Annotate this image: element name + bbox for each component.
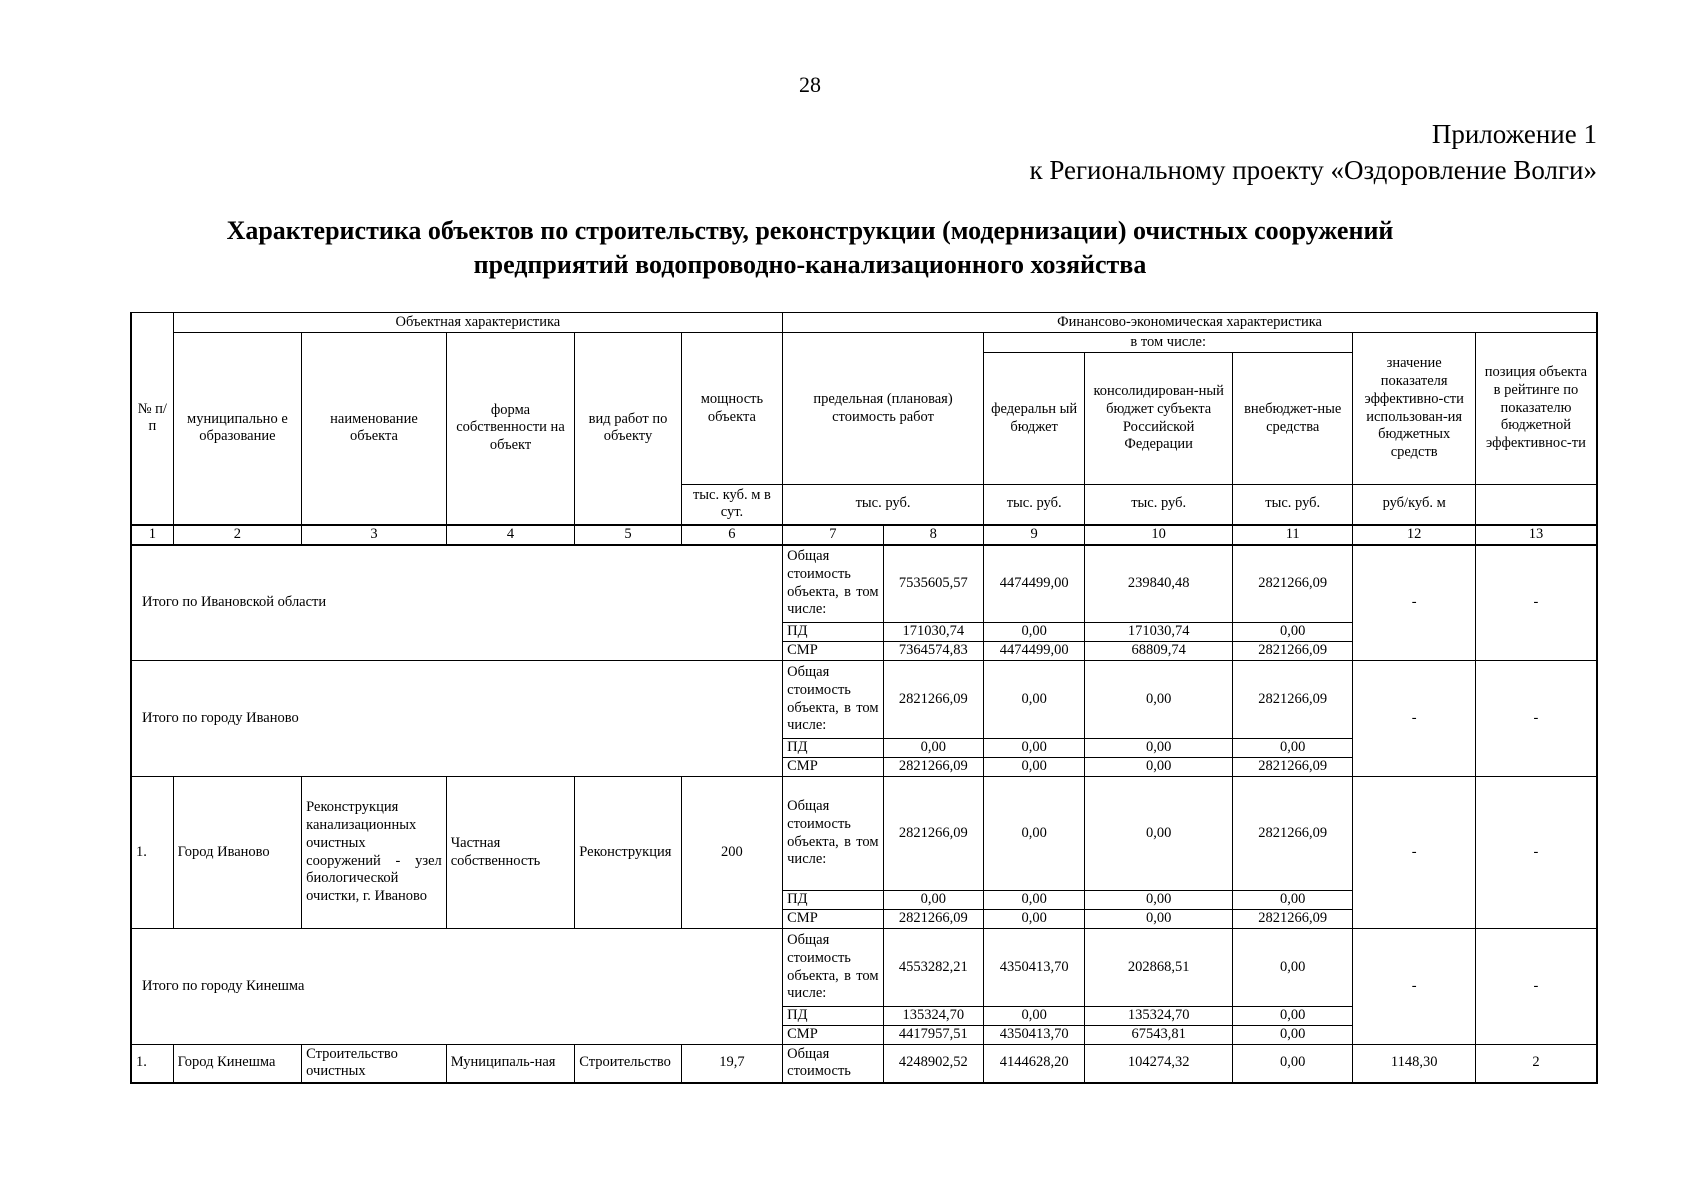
col-number: 8 (883, 525, 983, 545)
object-ownership: Частная собственность (446, 777, 575, 929)
max-cost-value: 2821266,09 (883, 910, 983, 929)
max-cost-value: 7535605,57 (883, 545, 983, 623)
col-number: 5 (575, 525, 681, 545)
object-num: 1. (131, 777, 173, 929)
col-number: 7 (783, 525, 883, 545)
consolidated-value: 0,00 (1085, 758, 1233, 777)
object-capacity: 19,7 (681, 1045, 782, 1083)
extrabudget-value: 2821266,09 (1232, 545, 1352, 623)
federal-value: 0,00 (983, 623, 1084, 642)
unit-consolidated: тыс. руб. (1085, 485, 1233, 525)
total-ivanovo-region-label: Итого по Ивановской области (131, 545, 783, 661)
header-capacity: мощность объекта (681, 333, 782, 485)
col-number: 13 (1475, 525, 1597, 545)
efficiency-value: - (1353, 929, 1475, 1045)
cost-type-pd: ПД (783, 891, 883, 910)
extrabudget-value: 0,00 (1232, 1026, 1352, 1045)
cost-type-total: Общая стоимость объекта, в том числе: (783, 929, 883, 1007)
cost-type-pd: ПД (783, 1007, 883, 1026)
federal-value: 0,00 (983, 661, 1084, 739)
header-num: № п/п (131, 313, 173, 525)
extrabudget-value: 0,00 (1232, 739, 1352, 758)
header-municipality: муниципально е образование (173, 333, 302, 525)
consolidated-value: 67543,81 (1085, 1026, 1233, 1045)
header-extrabudget: внебюджет-ные средства (1232, 353, 1352, 485)
appendix-line-2: к Региональному проекту «Оздоровление Волги» (1029, 155, 1597, 185)
col-number: 4 (446, 525, 575, 545)
max-cost-value: 4248902,52 (883, 1045, 983, 1083)
unit-capacity: тыс. куб. м в сут. (681, 485, 782, 525)
header-efficiency: значение показателя эффективно-сти использован-ия бюджетных средств (1353, 333, 1475, 485)
efficiency-value: - (1353, 545, 1475, 661)
consolidated-value: 104274,32 (1085, 1045, 1233, 1083)
appendix-line-1: Приложение 1 (1431, 119, 1597, 149)
federal-value: 0,00 (983, 777, 1084, 891)
max-cost-value: 0,00 (883, 891, 983, 910)
object-name: Строительство очистных (302, 1045, 447, 1083)
federal-value: 4350413,70 (983, 1026, 1084, 1045)
unit-federal: тыс. руб. (983, 485, 1084, 525)
rating-value: - (1475, 929, 1597, 1045)
total-kineshma-city-label: Итого по городу Кинешма (131, 929, 783, 1045)
max-cost-value: 2821266,09 (883, 661, 983, 739)
col-number: 12 (1353, 525, 1475, 545)
max-cost-value: 4417957,51 (883, 1026, 983, 1045)
col-number: 1 (131, 525, 173, 545)
extrabudget-value: 2821266,09 (1232, 777, 1352, 891)
extrabudget-value: 0,00 (1232, 1045, 1352, 1083)
consolidated-value: 239840,48 (1085, 545, 1233, 623)
federal-value: 4474499,00 (983, 642, 1084, 661)
extrabudget-value: 2821266,09 (1232, 661, 1352, 739)
cost-type-pd: ПД (783, 739, 883, 758)
rating-value: 2 (1475, 1045, 1597, 1083)
cost-type-total: Общая стоимость объекта, в том числе: (783, 545, 883, 623)
extrabudget-value: 0,00 (1232, 929, 1352, 1007)
consolidated-value: 171030,74 (1085, 623, 1233, 642)
rating-value: - (1475, 661, 1597, 777)
extrabudget-value: 2821266,09 (1232, 910, 1352, 929)
cost-type-total: Общая стоимость объекта, в том числе: (783, 777, 883, 891)
max-cost-value: 4553282,21 (883, 929, 983, 1007)
object-work-type: Строительство (575, 1045, 681, 1083)
header-object-group: Объектная характеристика (173, 313, 782, 333)
federal-value: 0,00 (983, 739, 1084, 758)
unit-rating (1475, 485, 1597, 525)
cost-type-smr: СМР (783, 1026, 883, 1045)
object-municipality: Город Кинешма (173, 1045, 302, 1083)
title-line-2: предприятий водопроводно-канализационного хозяйства (473, 250, 1147, 279)
federal-value: 4350413,70 (983, 929, 1084, 1007)
header-including: в том числе: (983, 333, 1352, 353)
object-municipality: Город Иваново (173, 777, 302, 929)
consolidated-value: 0,00 (1085, 777, 1233, 891)
col-number: 11 (1232, 525, 1352, 545)
consolidated-value: 0,00 (1085, 891, 1233, 910)
max-cost-value: 7364574,83 (883, 642, 983, 661)
unit-extrabudget: тыс. руб. (1232, 485, 1352, 525)
federal-value: 4474499,00 (983, 545, 1084, 623)
federal-value: 0,00 (983, 891, 1084, 910)
unit-max-cost: тыс. руб. (783, 485, 984, 525)
efficiency-value: 1148,30 (1353, 1045, 1475, 1083)
max-cost-value: 171030,74 (883, 623, 983, 642)
title-line-1: Характеристика объектов по строительству, реконструкции (модернизации) очистных сооружений (226, 216, 1394, 245)
appendix-note (1029, 116, 1597, 188)
unit-efficiency: руб/куб. м (1353, 485, 1475, 525)
header-finance-group: Финансово-экономическая характеристика (783, 313, 1597, 333)
federal-value: 4144628,20 (983, 1045, 1084, 1083)
cost-type-total: Общая стоимость (783, 1045, 883, 1083)
header-object-name: наименование объекта (302, 333, 447, 525)
extrabudget-value: 0,00 (1232, 623, 1352, 642)
cost-type-total: Общая стоимость объекта, в том числе: (783, 661, 883, 739)
rating-value: - (1475, 545, 1597, 661)
extrabudget-value: 0,00 (1232, 1007, 1352, 1026)
consolidated-value: 0,00 (1085, 739, 1233, 758)
col-number: 9 (983, 525, 1084, 545)
header-max-cost: предельная (плановая) стоимость работ (783, 333, 984, 485)
cost-type-smr: СМР (783, 758, 883, 777)
cost-type-pd: ПД (783, 623, 883, 642)
header-work-type: вид работ по объекту (575, 333, 681, 525)
col-number: 3 (302, 525, 447, 545)
object-capacity: 200 (681, 777, 782, 929)
consolidated-value: 0,00 (1085, 661, 1233, 739)
extrabudget-value: 2821266,09 (1232, 642, 1352, 661)
max-cost-value: 2821266,09 (883, 758, 983, 777)
objects-table (130, 312, 1598, 1084)
cost-type-smr: СМР (783, 642, 883, 661)
consolidated-value: 0,00 (1085, 910, 1233, 929)
max-cost-value: 135324,70 (883, 1007, 983, 1026)
page-number: 28 (799, 72, 821, 97)
efficiency-value: - (1353, 661, 1475, 777)
col-number: 6 (681, 525, 782, 545)
object-ownership: Муниципаль-ная (446, 1045, 575, 1083)
extrabudget-value: 0,00 (1232, 891, 1352, 910)
extrabudget-value: 2821266,09 (1232, 758, 1352, 777)
header-federal: федеральн ый бюджет (983, 353, 1084, 485)
consolidated-value: 68809,74 (1085, 642, 1233, 661)
federal-value: 0,00 (983, 758, 1084, 777)
consolidated-value: 135324,70 (1085, 1007, 1233, 1026)
rating-value: - (1475, 777, 1597, 929)
federal-value: 0,00 (983, 910, 1084, 929)
consolidated-value: 202868,51 (1085, 929, 1233, 1007)
header-rating: позиция объекта в рейтинге по показателю бюджетной эффективнос-ти (1475, 333, 1597, 485)
object-work-type: Реконструкция (575, 777, 681, 929)
max-cost-value: 0,00 (883, 739, 983, 758)
document-title (0, 214, 1620, 282)
object-name: Реконструкция канализационных очистных сооружений - узел биологической очистки, г. Иваново (302, 777, 447, 929)
federal-value: 0,00 (983, 1007, 1084, 1026)
header-ownership: форма собственности на объект (446, 333, 575, 525)
col-number: 2 (173, 525, 302, 545)
header-consolidated: консолидирован-ный бюджет субъекта Российской Федерации (1085, 353, 1233, 485)
object-num: 1. (131, 1045, 173, 1083)
col-number: 10 (1085, 525, 1233, 545)
cost-type-smr: СМР (783, 910, 883, 929)
total-ivanovo-city-label: Итого по городу Иваново (131, 661, 783, 777)
max-cost-value: 2821266,09 (883, 777, 983, 891)
efficiency-value: - (1353, 777, 1475, 929)
